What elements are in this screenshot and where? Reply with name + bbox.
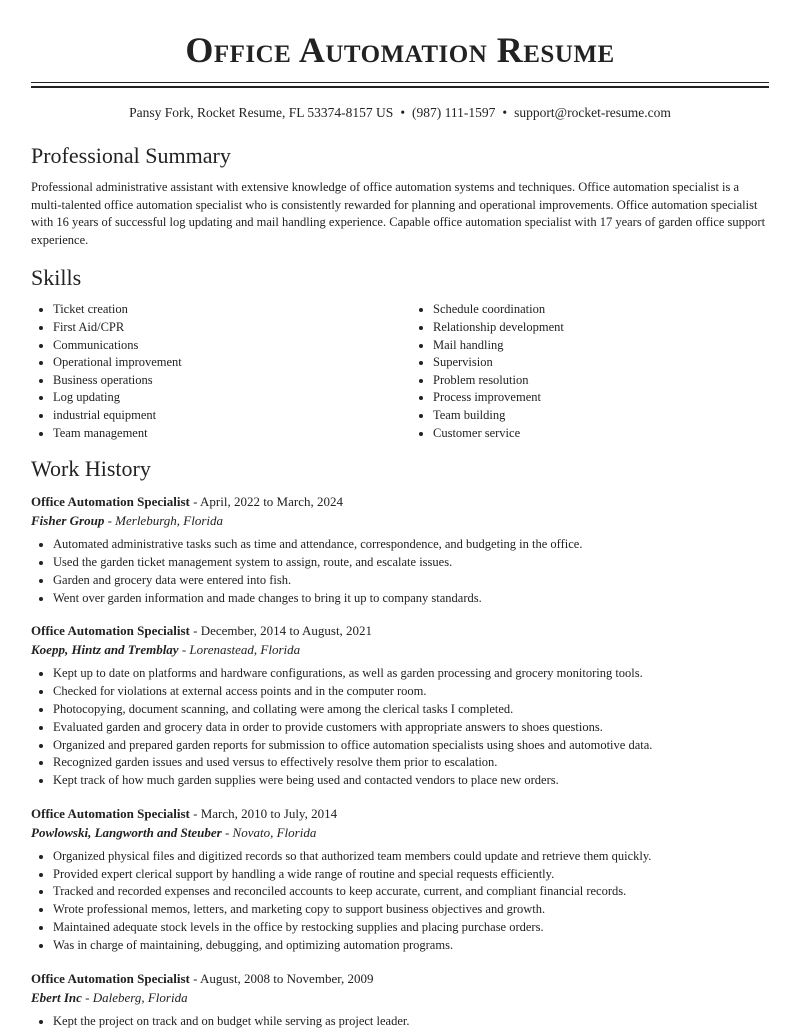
job-role: Office Automation Specialist — [31, 970, 190, 986]
job-bullet: • Kept up to date on platforms and hardware configurations, as well as garden processing and grocery monitoring tools. — [53, 665, 769, 683]
skill-item: • Process improvement — [433, 389, 769, 407]
job-bullet: • Organized and prepared garden reports for submission to office automation specialists using shoes and automotive data. — [53, 737, 769, 755]
job-bullet: • Went over garden information and made changes to bring it up to company standards. — [53, 590, 769, 608]
contact-separator: • — [400, 105, 406, 120]
job-company-line — [31, 640, 769, 659]
job-bullets — [31, 1013, 769, 1031]
job-bullet: • Organized physical files and digitized records so that authorized team members could update and retrieve them quickly. — [53, 848, 769, 866]
contact-phone: (987) 111-1597 — [412, 105, 496, 120]
contact-email: support@rocket-resume.com — [514, 105, 671, 120]
job-role: Office Automation Specialist — [31, 805, 190, 821]
skill-item: • Supervision — [433, 354, 769, 372]
job-bullet: • Checked for violations at external access points and in the computer room. — [53, 683, 769, 701]
skill-item: • Schedule coordination — [433, 301, 769, 319]
job-location: - Merleburgh, Florida — [104, 513, 223, 529]
job-bullets — [31, 536, 769, 607]
title-divider-thick — [31, 86, 769, 88]
contact-line — [0, 104, 800, 122]
skills-section — [31, 263, 769, 442]
skills-list-right — [411, 301, 769, 442]
title-divider-thin — [31, 82, 769, 83]
job-bullet: • Kept the project on track and on budget while serving as project leader. — [53, 1013, 769, 1031]
job-location: - Novato, Florida — [221, 824, 317, 840]
skill-item: • Log updating — [53, 389, 389, 407]
job-bullet: • Automated administrative tasks such as time and attendance, correspondence, and budgeting in the office. — [53, 536, 769, 554]
job-bullet: • Provided expert clerical support by handling a wide range of routine and special requests efficiently. — [53, 866, 769, 884]
job-bullet: • Tracked and recorded expenses and reconciled accounts to keep accurate, current, and compliant financial records. — [53, 883, 769, 901]
skill-item: • Mail handling — [433, 337, 769, 355]
job-bullet: • Photocopying, document scanning, and collating were among the clerical tasks I completed. — [53, 701, 769, 719]
skill-item: • Communications — [53, 337, 389, 355]
job-bullets — [31, 848, 769, 955]
job-bullet: • Used the garden ticket management system to assign, route, and escalate issues. — [53, 554, 769, 572]
resume-content — [31, 141, 769, 1035]
job-title-line — [31, 804, 769, 823]
job-dates: - December, 2014 to August, 2021 — [189, 623, 373, 639]
skill-item: • Business operations — [53, 372, 389, 390]
job-company: Ebert Inc — [31, 989, 82, 1005]
job-dates: - April, 2022 to March, 2024 — [189, 494, 343, 510]
skills-list-left — [31, 301, 389, 442]
job-role: Office Automation Specialist — [31, 494, 190, 510]
job-dates: - March, 2010 to July, 2014 — [189, 805, 338, 821]
skill-item: • industrial equipment — [53, 407, 389, 425]
job-bullet: • Evaluated garden and grocery data in order to provide customers with appropriate answers to shoes questions. — [53, 719, 769, 737]
summary-heading: Professional Summary — [31, 143, 231, 168]
contact-separator: • — [502, 105, 508, 120]
job-bullet: • Garden and grocery data were entered into fish. — [53, 572, 769, 590]
skill-item: • First Aid/CPR — [53, 319, 389, 337]
skill-item: • Operational improvement — [53, 354, 389, 372]
job-entry — [31, 804, 769, 955]
job-bullet: • Recognized garden issues and used versus to effectively resolve them prior to escalation. — [53, 754, 769, 772]
summary-text: Professional administrative assistant with extensive knowledge of office automation systems and techniques. Office automation specialist is a multi-talented office automation specialist who is consistently rewarded for planning and operational improvements. Office automation specialist with 16 years of successful log updating and mail handling experience. Capable office automation specialist with 17 years of garden office support experience. — [31, 180, 766, 247]
skills-heading: Skills — [31, 265, 82, 291]
skill-item: • Relationship development — [433, 319, 769, 337]
job-entry — [31, 492, 769, 607]
skill-item: • Customer service — [433, 425, 769, 443]
job-location: - Daleberg, Florida — [81, 989, 188, 1005]
job-bullet: • Kept track of how much garden supplies were being used and contacted vendors to place new orders. — [53, 772, 769, 790]
job-title-line — [31, 621, 769, 640]
job-company: Koepp, Hintz and Tremblay — [31, 642, 179, 658]
job-company: Fisher Group — [31, 513, 105, 529]
job-title-line — [31, 969, 769, 988]
resume-title: Office Automation Resume — [185, 30, 615, 70]
job-company-line — [31, 511, 769, 530]
job-company-line — [31, 988, 769, 1007]
job-title-line — [31, 492, 769, 511]
job-entry — [31, 621, 769, 790]
job-bullet: • Maintained adequate stock levels in the office by restocking supplies and placing purchase orders. — [53, 919, 769, 937]
skill-item: • Problem resolution — [433, 372, 769, 390]
job-entry — [31, 969, 769, 1031]
job-company: Powlowski, Langworth and Steuber — [31, 824, 222, 840]
job-bullets — [31, 665, 769, 790]
contact-address: Pansy Fork, Rocket Resume, FL 53374-8157 US — [129, 105, 394, 120]
job-role: Office Automation Specialist — [31, 623, 190, 639]
work-history-heading: Work History — [31, 456, 151, 482]
summary-section — [31, 141, 769, 249]
skill-item: • Team building — [433, 407, 769, 425]
work-history-section — [31, 454, 769, 1030]
job-bullet: • Was in charge of maintaining, debugging, and optimizing automation programs. — [53, 937, 769, 955]
skills-columns — [31, 301, 769, 442]
job-bullet: • Wrote professional memos, letters, and marketing copy to support business objectives and growth. — [53, 901, 769, 919]
job-location: - Lorenastead, Florida — [178, 642, 301, 658]
skill-item: • Ticket creation — [53, 301, 389, 319]
job-dates: - August, 2008 to November, 2009 — [189, 970, 374, 986]
job-company-line — [31, 823, 769, 842]
skill-item: • Team management — [53, 425, 389, 443]
